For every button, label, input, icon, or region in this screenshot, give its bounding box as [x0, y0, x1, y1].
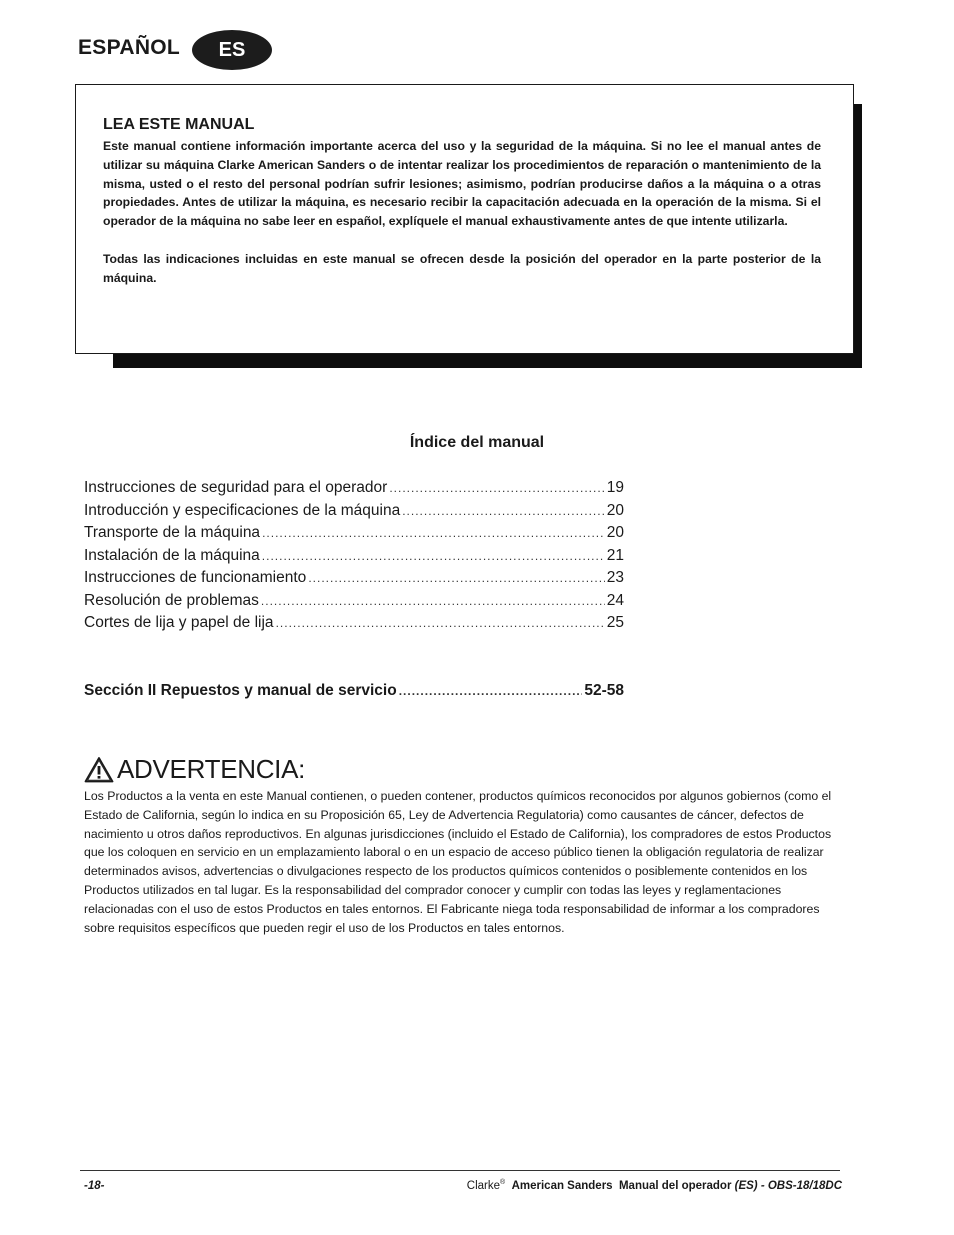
toc-section-label: Sección II Repuestos y manual de servicio	[84, 681, 397, 699]
footer-company: American Sanders	[511, 1179, 613, 1192]
toc-section-pages: 52-58	[584, 681, 624, 699]
toc-leader-dots	[276, 616, 605, 630]
toc-entry-page: 25	[606, 614, 624, 631]
toc-entry-page: 23	[606, 569, 624, 586]
toc-leader-dots	[308, 571, 604, 585]
footer-divider	[80, 1170, 840, 1171]
warning-header	[84, 752, 834, 786]
toc-leader-dots	[389, 481, 604, 495]
toc-entry-page: 20	[606, 501, 624, 519]
toc-entry-page: 24	[606, 591, 624, 609]
toc-entry[interactable]	[84, 502, 624, 525]
read-manual-notice	[75, 84, 854, 354]
footer-manual-title	[467, 1179, 842, 1192]
toc-leader-dots	[262, 549, 605, 563]
warning-title: ADVERTENCIA:	[117, 753, 306, 784]
toc-leader-dots	[399, 684, 583, 698]
footer-manual-name: Manual del operador	[618, 1179, 732, 1192]
toc-entry-page: 20	[606, 524, 624, 541]
toc-entry-page: 19	[606, 479, 624, 496]
toc-entry-label: Transporte de la máquina	[84, 524, 261, 541]
notice-title: LEA ESTE MANUAL	[103, 116, 255, 133]
toc-section-entry[interactable]	[84, 682, 624, 705]
toc-entry-label: Resolución de problemas	[84, 591, 259, 609]
toc-entry-label: Instrucciones de funcionamiento	[84, 569, 307, 586]
language-code-badge: ES	[192, 30, 272, 70]
language-label: ESPAÑOL	[78, 36, 181, 59]
warning-triangle-icon	[84, 756, 114, 783]
footer-brand: Clarke	[466, 1179, 501, 1192]
toc-entry[interactable]	[84, 547, 624, 570]
notice-paragraph: Este manual contiene información importante acerca del uso y la seguridad de la máquina. Si no lee el manual antes de utilizar su máquina Clarke American Sanders o de intentar realizar los procedimientos de reparación o mantenimiento de la misma, usted o el resto del personal podrían sufrir lesiones; asimismo, podrían producirse daños a la máquina o a otras propiedades. Antes de utilizar la máquina, es necesario recibir la capacitación adecuada en la operación de la misma. Si el operador de la máquina no sabe leer en español, explíquele el manual exhaustivamente antes de que intente utilizarla.	[103, 139, 821, 229]
notice-paragraph: Todas las indicaciones incluidas en este manual se ofrecen desde la posición del operador en la parte posterior de la máquina.	[103, 251, 821, 285]
toc-leader-dots	[262, 526, 605, 540]
toc-leader-dots	[261, 594, 605, 608]
warning-body: Los Productos a la venta en este Manual contienen, o pueden contener, productos químicos reconocidos por algunos gobiernos (como el Estado de California, según lo indica en su Proposición 65, Ley de Advertencia Regulatoria) como causantes de cáncer, defectos de nacimiento u otros daños reproductivos. En algunas jurisdicciones (incluido el Estado de California), los compradores de estos Productos que los coloquen en servicio en un emplazamiento laboral o en un espacio de acceso público tienen la obligación regulatoria de realizar determinados avisos, advertencias o divulgaciones respecto de los productos químicos contenidos o posiblemente contenidos en los Productos utilizados en tal lugar. Es la responsabilidad del comprador conocer y cumplir con todas las leyes y reglamentaciones relacionadas con el uso de estos Productos en tales entornos. El Fabricante niega toda responsabilidad de informar a los compradores sobre requisitos específicos que pueden regir el uso de los Productos en tales entornos.	[84, 789, 832, 935]
toc-entry[interactable]	[84, 614, 624, 637]
warning-section	[84, 752, 834, 937]
toc-entry[interactable]	[84, 592, 624, 615]
footer-page-number: -18-	[84, 1180, 105, 1192]
toc-leader-dots	[402, 504, 605, 518]
footer-edition: (ES) - OBS-18/18DC	[734, 1179, 842, 1192]
toc-entry-label: Instrucciones de seguridad para el operador	[84, 479, 388, 496]
toc-entry-page: 21	[606, 546, 624, 564]
toc-entry[interactable]	[84, 569, 624, 592]
toc-heading: Índice del manual	[409, 434, 545, 451]
toc-entry-label: Introducción y especificaciones de la máquina	[84, 501, 401, 519]
toc-entry-label: Cortes de lija y papel de lija	[84, 614, 274, 631]
registered-mark: ®	[500, 1179, 506, 1186]
toc-entry[interactable]	[84, 524, 624, 547]
table-of-contents	[84, 479, 624, 704]
toc-entry-label: Instalación de la máquina	[84, 546, 260, 564]
toc-entry[interactable]	[84, 479, 624, 502]
